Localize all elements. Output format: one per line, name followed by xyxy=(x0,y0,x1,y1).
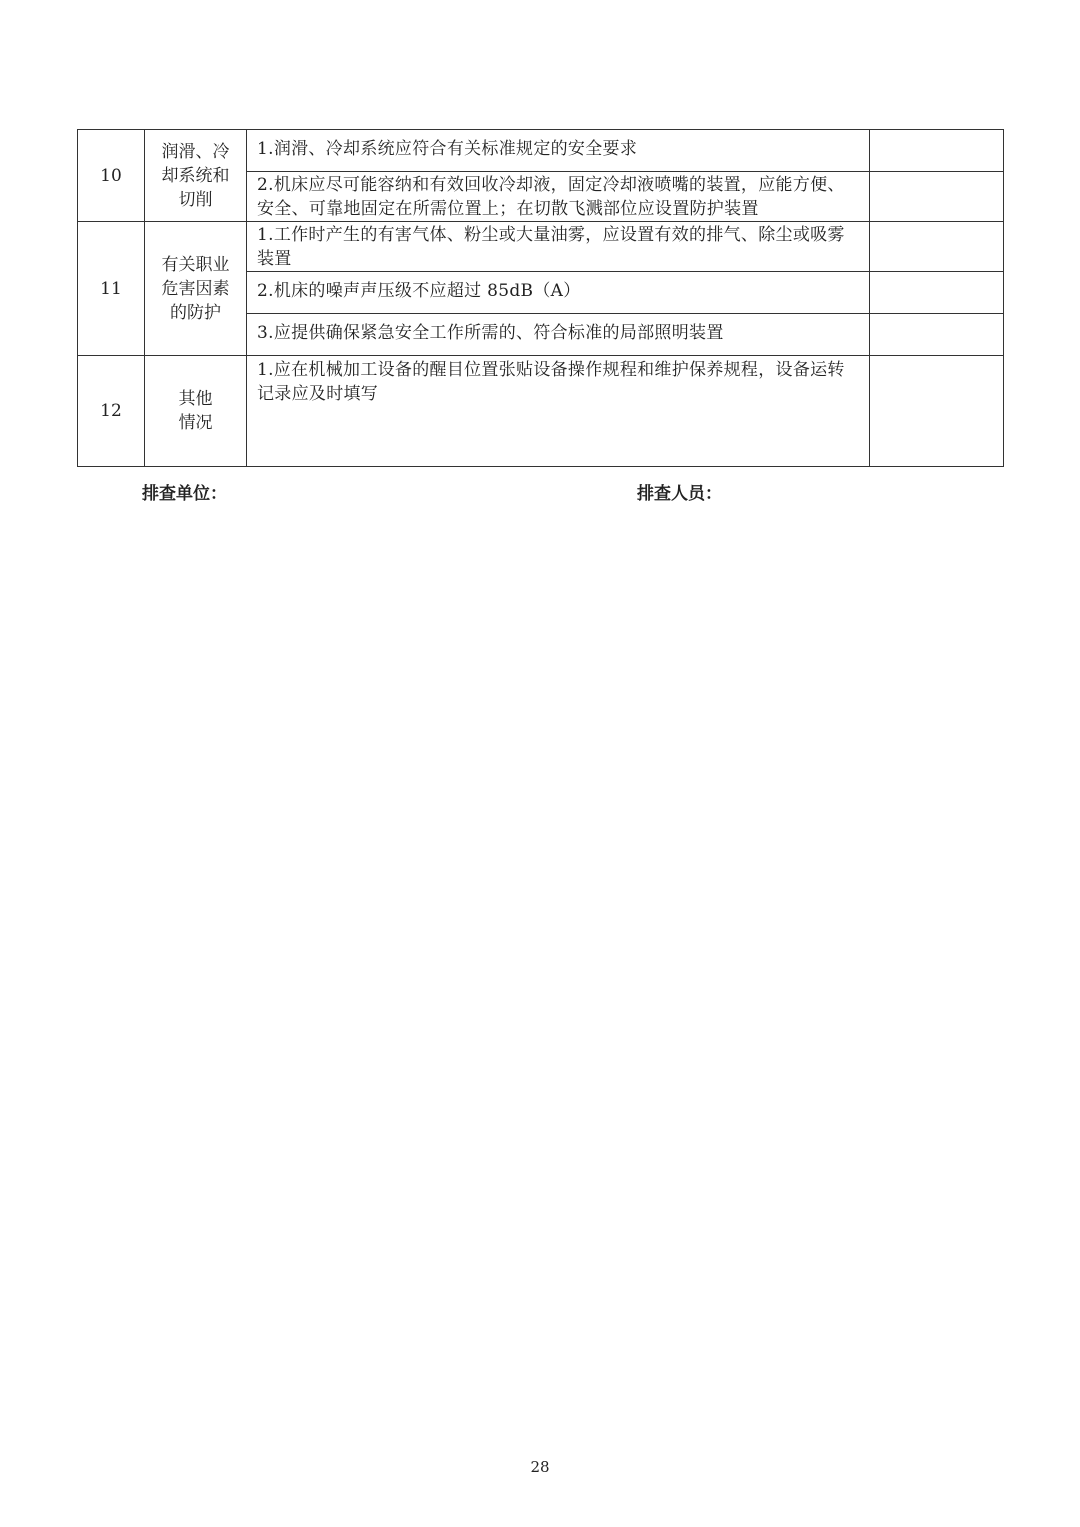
requirement-text: 2.机床的噪声声压级不应超过 85dB（A） xyxy=(247,272,870,314)
item-category: 有关职业 危害因素 的防护 xyxy=(145,222,247,356)
item-number: 12 xyxy=(78,356,145,467)
requirement-text: 1.润滑、冷却系统应符合有关标准规定的安全要求 xyxy=(247,130,870,172)
page-number: 28 xyxy=(530,1458,550,1476)
table-row xyxy=(78,130,1004,172)
result-cell[interactable] xyxy=(870,356,1004,467)
inspection-unit-label: 排查单位： xyxy=(142,484,227,504)
item-number: 11 xyxy=(78,222,145,356)
table-row xyxy=(78,356,1004,467)
result-cell[interactable] xyxy=(870,314,1004,356)
requirement-text: 3.应提供确保紧急安全工作所需的、符合标准的局部照明装置 xyxy=(247,314,870,356)
result-cell[interactable] xyxy=(870,130,1004,172)
inspector-label: 排查人员： xyxy=(637,484,722,504)
result-cell[interactable] xyxy=(870,272,1004,314)
requirement-text: 2.机床应尽可能容纳和有效回收冷却液，固定冷却液喷嘴的装置，应能方便、安全、可靠地固定在所需位置上；在切散飞溅部位应设置防护装置 xyxy=(247,172,870,222)
requirement-text: 1.应在机械加工设备的醒目位置张贴设备操作规程和维护保养规程，设备运转记录应及时填写 xyxy=(247,356,870,467)
item-category: 润滑、冷 却系统和 切削 xyxy=(145,130,247,222)
requirement-text: 1.工作时产生的有害气体、粉尘或大量油雾，应设置有效的排气、除尘或吸雾装置 xyxy=(247,222,870,272)
table-row xyxy=(78,222,1004,272)
result-cell[interactable] xyxy=(870,172,1004,222)
result-cell[interactable] xyxy=(870,222,1004,272)
item-number: 10 xyxy=(78,130,145,222)
item-category: 其他 情况 xyxy=(145,356,247,467)
inspection-table xyxy=(77,129,1004,467)
